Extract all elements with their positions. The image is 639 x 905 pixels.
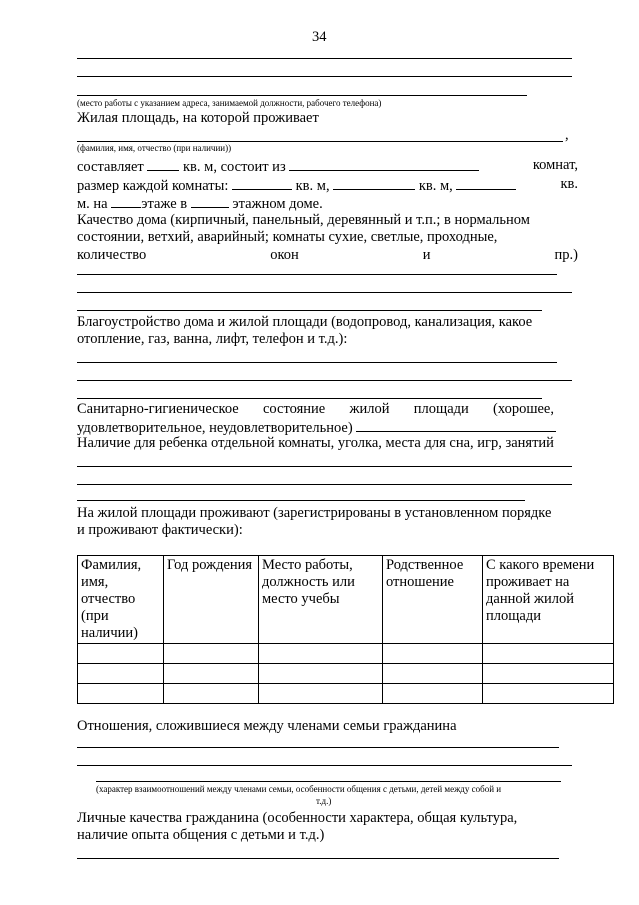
row-room-sizes: размер каждой комнаты: кв. м, кв. м, кв.: [77, 176, 578, 194]
blank-line: [77, 500, 525, 501]
blank-line: [77, 141, 563, 142]
blank-line: [77, 58, 572, 59]
relations-label: Отношения, сложившиеся между членами семьи гражданина: [77, 718, 457, 734]
table-header-row: [78, 556, 614, 644]
residents-line: На жилой площади проживают (зарегистрированы в установленном порядке: [77, 505, 552, 521]
blank-line: [77, 76, 572, 77]
table-cell[interactable]: [483, 644, 614, 664]
blank-line: [77, 398, 542, 399]
blank-line: [77, 274, 557, 275]
personal-line: Личные качества гражданина (особенности характера, общая культура,: [77, 810, 518, 826]
sanitary-line-2: удовлетворительное, неудовлетворительное): [77, 418, 556, 437]
row-floor: м. на этаже в этажном доме.: [77, 196, 323, 212]
caption-relations-end: т.д.): [316, 796, 332, 806]
table-cell[interactable]: [78, 664, 164, 684]
house-quality-line: состоянии, ветхий, аварийный; комнаты сухие, светлые, проходные,: [77, 229, 498, 245]
blank-field: [147, 157, 179, 171]
personal-line: наличие опыта общения с детьми и т.д.): [77, 827, 325, 843]
residents-line: и проживают фактически):: [77, 522, 243, 538]
blank-field: [191, 194, 229, 208]
blank-line: [96, 781, 561, 782]
blank-line: [77, 310, 542, 311]
table-cell[interactable]: [164, 684, 259, 704]
blank-field: [111, 194, 141, 208]
blank-line: [77, 747, 559, 748]
table-row: [78, 664, 614, 684]
table-cell[interactable]: [78, 684, 164, 704]
blank-line: [77, 858, 559, 859]
blank-line: [77, 466, 572, 467]
page-number: 34: [312, 29, 327, 45]
blank-line: [77, 765, 572, 766]
row-area: составляет кв. м, состоит из комнат,: [77, 157, 578, 175]
house-quality-line: количество окон и пр.): [77, 247, 578, 263]
caption-work: (место работы с указанием адреса, занимаемой должности, рабочего телефона): [77, 98, 382, 108]
table-row: [78, 684, 614, 704]
child-room-label: Наличие для ребенка отдельной комнаты, уголка, места для сна, игр, занятий: [77, 435, 554, 451]
blank-field: [333, 176, 415, 190]
blank-field: [356, 418, 556, 432]
table-cell[interactable]: [383, 644, 483, 664]
blank-line: [77, 380, 572, 381]
residents-table: [77, 555, 614, 704]
table-cell[interactable]: [259, 664, 383, 684]
blank-line: [77, 484, 572, 485]
table-cell[interactable]: [483, 684, 614, 704]
house-quality-line: Качество дома (кирпичный, панельный, деревянный и т.п.; в нормальном: [77, 212, 530, 228]
header-relation: Родственное отношение: [383, 556, 483, 644]
table-cell[interactable]: [483, 664, 614, 684]
header-fio: Фамилия, имя, отчество (при наличии): [78, 556, 164, 644]
blank-line: [77, 95, 527, 96]
caption-fio: (фамилия, имя, отчество (при наличии)): [77, 143, 232, 153]
amenities-line: отопление, газ, ванна, лифт, телефон и т.д.):: [77, 331, 348, 347]
blank-line: [77, 362, 557, 363]
blank-field: [232, 176, 292, 190]
table-cell[interactable]: [164, 664, 259, 684]
table-cell[interactable]: [164, 644, 259, 664]
amenities-line: Благоустройство дома и жилой площади (водопровод, канализация, какое: [77, 314, 533, 330]
table-cell[interactable]: [383, 684, 483, 704]
blank-line: [77, 292, 572, 293]
caption-relations: (характер взаимоотношений между членами семьи, особенности общения с детьми, детей между собой и: [96, 784, 502, 794]
table-cell[interactable]: [383, 664, 483, 684]
comma: ,: [565, 127, 569, 143]
blank-field: [289, 157, 479, 171]
header-birth-year: Год рождения: [164, 556, 259, 644]
table-cell[interactable]: [78, 644, 164, 664]
living-space-label: Жилая площадь, на которой проживает: [77, 110, 319, 126]
header-since: С какого времени проживает на данной жилой площади: [483, 556, 614, 644]
header-work-place: Место работы, должность или место учебы: [259, 556, 383, 644]
table-cell[interactable]: [259, 644, 383, 664]
table-cell[interactable]: [259, 684, 383, 704]
sanitary-line: Санитарно-гигиеническое состояние жилой площади (хорошее,: [77, 401, 554, 417]
table-row: [78, 644, 614, 664]
blank-field: [456, 176, 516, 190]
